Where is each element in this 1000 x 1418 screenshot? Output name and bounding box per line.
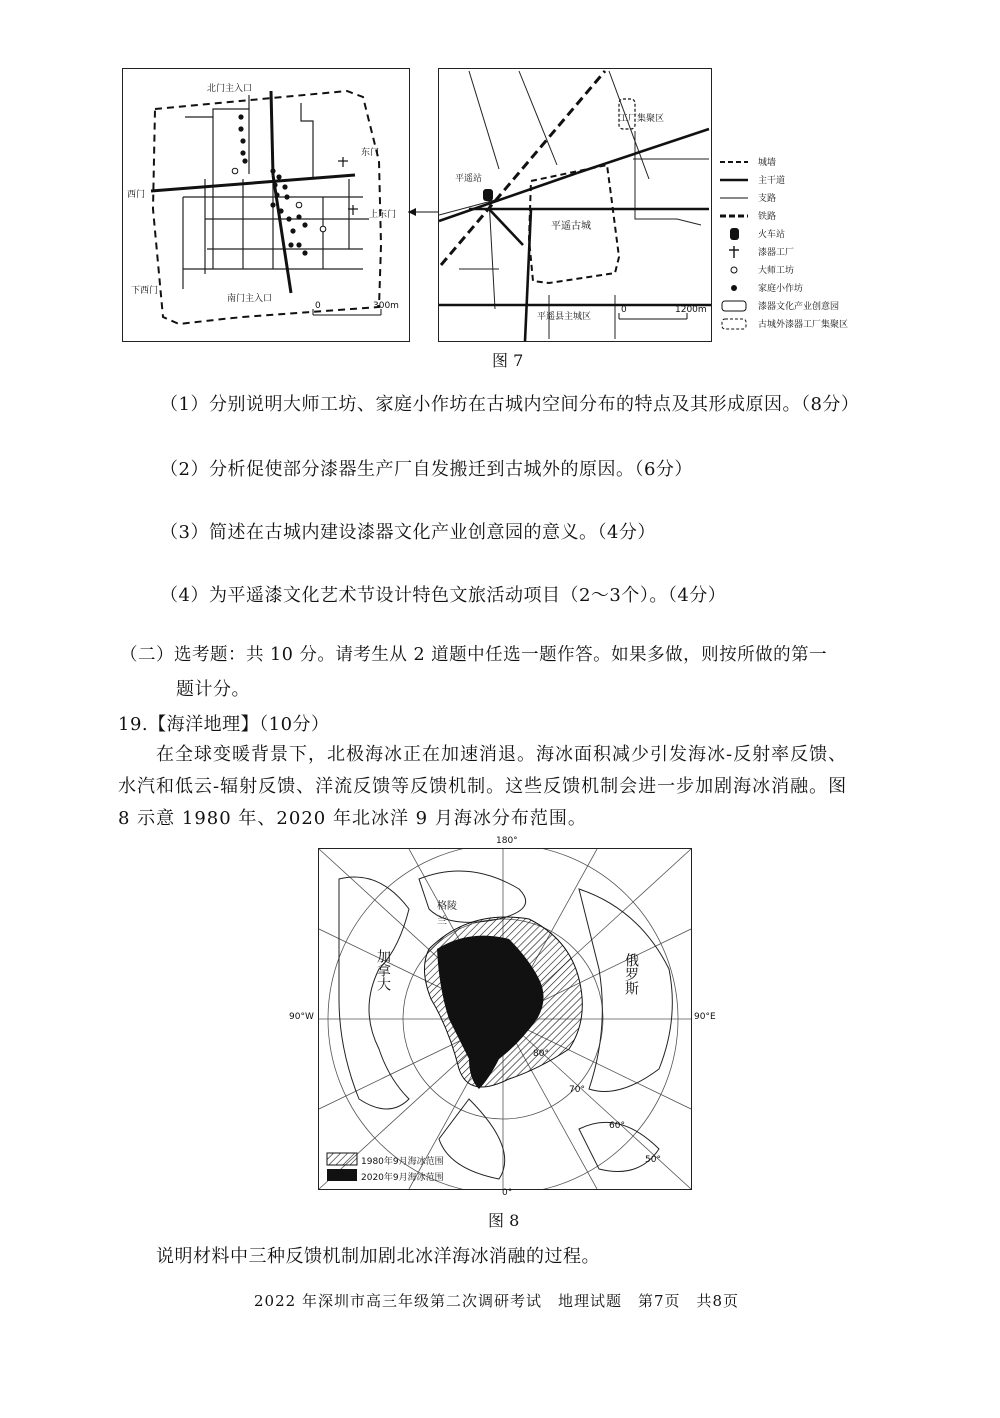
legend-row-master-workshop (718, 260, 794, 278)
canada-label: 加拿大 (375, 949, 391, 991)
page-footer: 2022 年深圳市高三年级第二次调研考试 地理试题 第7页 共8页 (254, 1292, 740, 1310)
train-station-icon (718, 226, 750, 240)
fig8-caption: 图 8 (488, 1211, 520, 1230)
legend-label: 火车站 (758, 229, 786, 240)
factory-cluster-label: 工厂集聚区 (619, 114, 665, 124)
elective-line-2: 题计分。 (176, 679, 250, 700)
greenland-label: 格陵兰 (437, 901, 457, 927)
q19-line-1: 在全球变暖背景下，北极海冰正在加速消退。海冰面积减少引发海冰-反射率反馈、 (156, 744, 848, 765)
legend-label: 主干道 (758, 175, 786, 186)
legend-row-factory-cluster (718, 314, 848, 332)
legend-label: 支路 (758, 193, 777, 204)
lat-50-label: 50° (645, 1155, 661, 1165)
question-3: （3）简述在古城内建设漆器文化产业创意园的意义。（4分） (160, 522, 656, 543)
legend-row-city-wall (718, 152, 776, 170)
east-gate-label: 东门 (361, 148, 380, 158)
question-4: （4）为平遥漆文化艺术节设计特色文旅活动项目（2～3个）。（4分） (160, 585, 727, 606)
lat-60-label: 60° (609, 1121, 625, 1131)
lon-180-label: 180° (496, 836, 518, 846)
fig7-legend (718, 152, 888, 342)
elective-line-1: （二）选考题：共 10 分。请考生从 2 道题中任选一题作答。如果多做，则按所做的第一 (120, 645, 828, 665)
q19-line-3: 8 示意 1980 年、2020 年北冰洋 9 月海冰分布范围。 (118, 808, 587, 829)
q19-line-2: 水汽和低云-辐射反馈、洋流反馈等反馈机制。这些反馈机制会进一步加剧海冰消融。图 (118, 776, 848, 797)
scale-start-label-right: 0 (621, 305, 627, 315)
lon-90w-label: 90°W (289, 1012, 314, 1022)
legend-row-family-workshop (718, 278, 803, 296)
legend-label: 漆器文化产业创意园 (758, 301, 840, 312)
legend-2020-label: 2020年9月海冰范围 (361, 1173, 444, 1183)
creative-park-icon (718, 298, 750, 312)
city-wall-icon (718, 154, 750, 168)
station-label: 平遥站 (455, 174, 483, 184)
fig7-caption: 图 7 (492, 351, 524, 370)
final-question: 说明材料中三种反馈机制加剧北冰洋海冰消融的过程。 (156, 1246, 600, 1267)
legend-label: 大师工坊 (758, 265, 795, 276)
legend-row-lacquer-factory (718, 242, 794, 260)
question-1: （1）分别说明大师工坊、家庭小作坊在古城内空间分布的特点及其形成原因。（8分） (160, 394, 860, 415)
factory-cluster-icon (718, 316, 750, 330)
legend-label: 城墙 (758, 157, 777, 168)
main-city-label: 平遥县主城区 (537, 312, 592, 322)
fig7-left-map (122, 68, 410, 342)
question-2: （2）分析促使部分漆器生产厂自发搬迁到古城外的原因。（6分） (160, 459, 693, 480)
russia-label: 俄罗斯 (623, 953, 639, 995)
railway-icon (718, 208, 750, 222)
lower-west-gate-label: 下西门 (131, 286, 159, 296)
q19-title: 19.【海洋地理】（10分） (118, 714, 330, 735)
legend-label: 家庭小作坊 (758, 283, 804, 294)
q19-paragraph (118, 739, 898, 835)
lon-90e-label: 90°E (694, 1012, 716, 1022)
west-gate-label: 西门 (127, 190, 146, 200)
legend-label: 漆器工厂 (758, 247, 795, 258)
fig8-map (318, 848, 692, 1190)
north-gate-label: 北门主入口 (207, 84, 253, 94)
legend-row-train-station (718, 224, 785, 242)
upper-east-gate-label: 上东门 (369, 210, 397, 220)
south-gate-label: 南门主入口 (227, 294, 273, 304)
scale-end-label-right: 1200m (675, 305, 707, 315)
legend-row-railway (718, 206, 776, 224)
scale-start-label: 0 (315, 301, 321, 311)
legend-row-branch-road (718, 188, 776, 206)
legend-label: 铁路 (758, 211, 777, 222)
master-workshop-icon (718, 262, 750, 276)
fig7-right-map (438, 68, 712, 342)
regional-map-svg (439, 69, 711, 341)
branch-road-icon (718, 190, 750, 204)
legend-1980-label: 1980年9月海冰范围 (361, 1157, 444, 1167)
old-city-label: 平遥古城 (551, 221, 591, 232)
main-road-icon (718, 172, 750, 186)
legend-row-creative-park (718, 296, 839, 314)
lon-0-label: 0° (502, 1188, 513, 1198)
lat-80-label: 80° (533, 1049, 549, 1059)
lacquer-factory-icon (718, 244, 750, 258)
lat-70-label: 70° (569, 1085, 585, 1095)
arctic-map-svg (319, 849, 691, 1189)
family-workshop-icon (718, 280, 750, 294)
legend-label: 古城外漆器工厂集聚区 (758, 319, 849, 330)
legend-row-main-road (718, 170, 785, 188)
scale-end-label: 300m (373, 301, 399, 311)
